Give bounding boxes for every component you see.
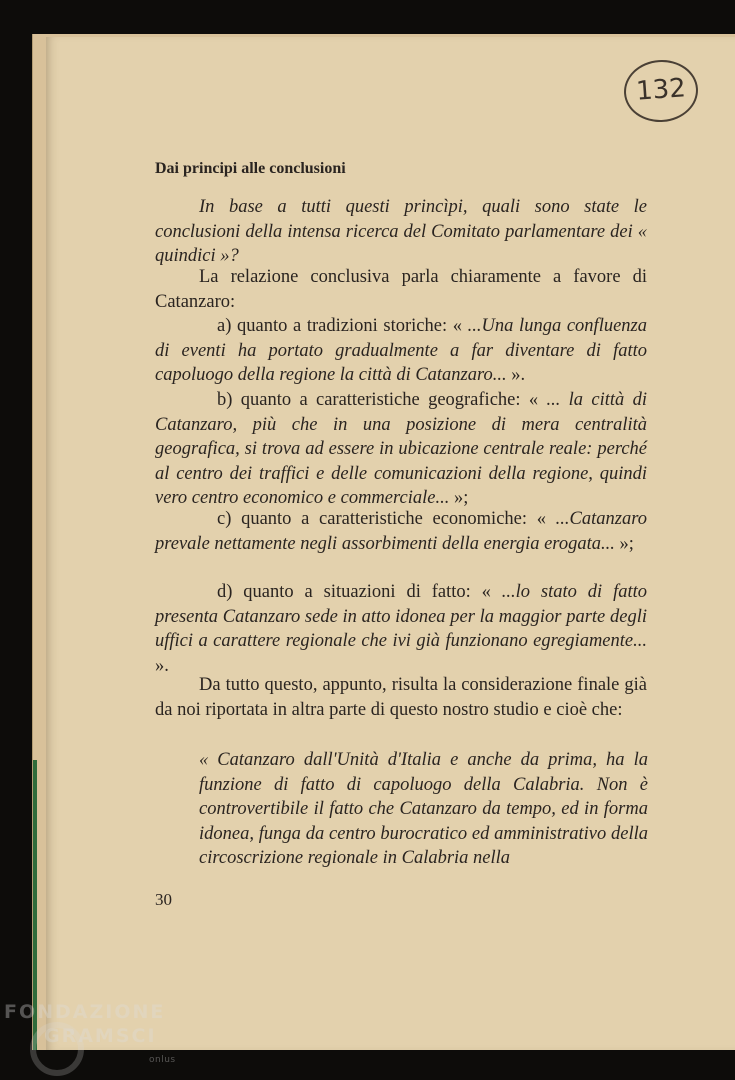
item-c-lead: c) quanto a caratteristiche economiche: «	[217, 509, 556, 529]
item-d-lead: d) quanto a situazioni di fatto: «	[217, 582, 502, 602]
item-a-lead: a) quanto a tradizioni storiche: «	[217, 316, 468, 336]
item-a-end: ».	[506, 365, 526, 385]
block-quote: « Catanzaro dall'Unità d'Italia e anche da prima, ha la funzione di fatto di capoluogo della Calabria. Non è controvertibile il fatto che Catanzaro da tempo, ed in forma idonea, funga da centro burocratico ed amministrativo della circoscrizione regionale in Calabria nella	[199, 750, 648, 868]
paragraph-conclusion: Da tutto questo, appunto, risulta la considerazione finale già da noi riportata in altra parte di questo nostro studio e cioè che:	[155, 675, 647, 720]
item-b-end: »;	[449, 488, 469, 508]
item-c-quote: ...Catanzaro prevale nettamente negli assorbimenti della energia erogata...	[155, 509, 647, 554]
item-c	[155, 507, 647, 556]
folio-mark: 132	[622, 57, 700, 124]
item-b	[155, 388, 647, 511]
paragraph-relazione: La relazione conclusiva parla chiaramente a favore di Catanzaro:	[155, 267, 647, 312]
item-d-quote: ...lo stato di fatto presenta Catanzaro sede in atto idonea per la maggior parte degli uffici a carattere regionale che ivi già funzionano egregiamente...	[155, 582, 647, 651]
watermark-line2: GRAMSCI	[44, 1025, 157, 1047]
watermark-line1: FONDAZIONE	[4, 1001, 166, 1023]
watermark-line3: onlus	[149, 1055, 176, 1065]
paragraph-intro-text: In base a tutti questi princìpi, quali sono state le conclusioni della intensa ricerca del Comitato parlamentare dei « quindici »?	[155, 197, 647, 266]
watermark	[4, 1000, 176, 1065]
paragraph-intro	[155, 195, 647, 269]
item-c-end: »;	[614, 533, 634, 554]
item-a	[155, 314, 647, 388]
item-d	[155, 580, 647, 678]
item-b-quote: ... la città di Catanzaro, più che in una posizione di mera centralità geografica, si trova ad essere in ubicazione centrale reale: perché al centro dei traffici e delle comunicazioni della regione, quindi vero centro economico e commerciale...	[155, 390, 647, 508]
background-strip	[32, 1050, 735, 1080]
item-d-end: ».	[155, 655, 169, 676]
item-b-lead: b) quanto a caratteristiche geografiche: «	[217, 390, 547, 410]
item-a-quote: ...Una lunga confluenza di eventi ha portato gradualmente a far diventare di fatto capoluogo della regione la città di Catanzaro...	[155, 316, 647, 385]
page-number: 30	[155, 890, 172, 909]
section-heading: Dai principi alle conclusioni	[155, 160, 346, 177]
